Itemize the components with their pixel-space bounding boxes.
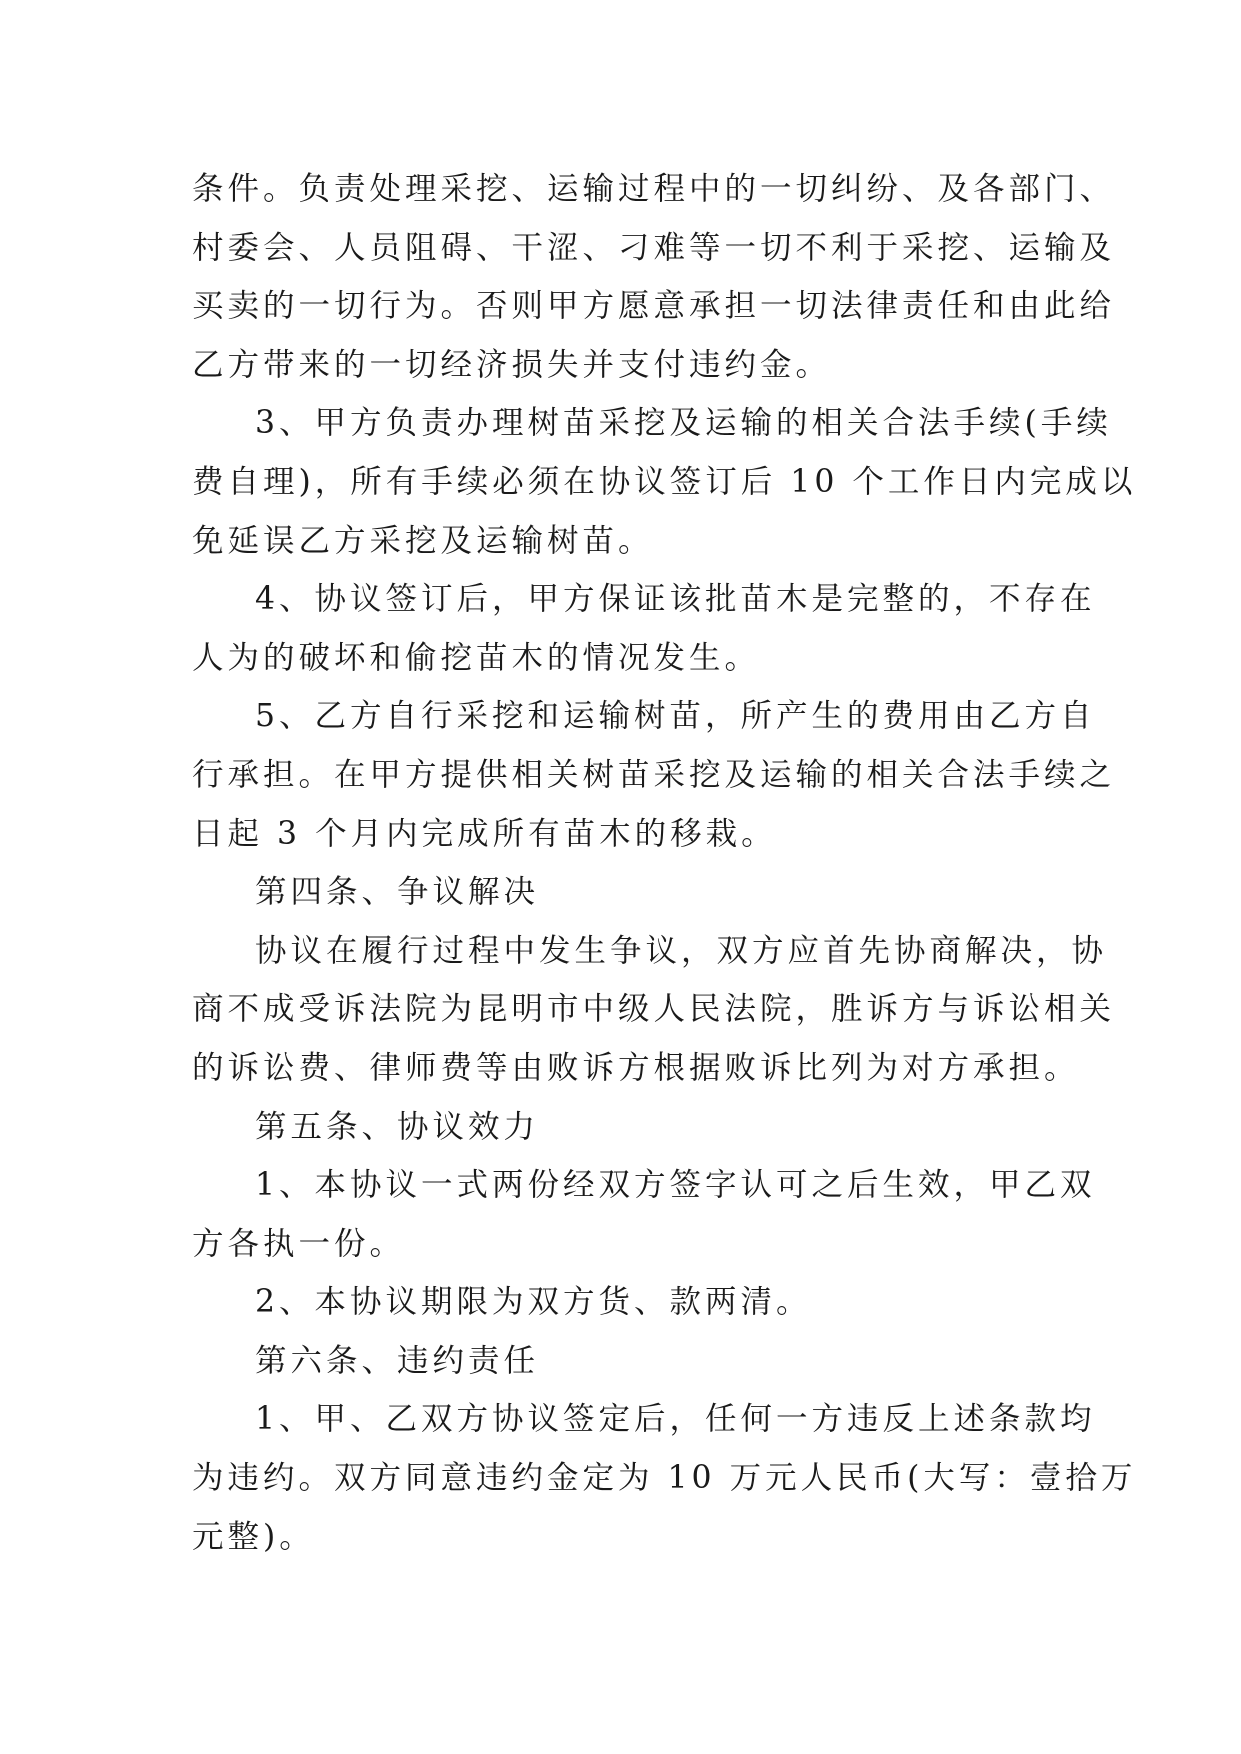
text-line: 条件。负责处理采挖、运输过程中的一切纠纷、及各部门、 — [192, 171, 1116, 207]
text-line: 费自理)，所有手续必须在协议签订后 10 个工作日内完成以 — [192, 463, 1137, 500]
text-line: 行承担。在甲方提供相关树苗采挖及运输的相关合法手续之 — [192, 756, 1116, 793]
article-5-heading — [192, 1098, 1082, 1157]
paragraph-clause-5 — [192, 687, 1116, 863]
text-line: 协议在履行过程中发生争议，双方应首先协商解决，协 — [255, 932, 1108, 969]
text-line: 为违约。双方同意违约金定为 10 万元人民币(大写：壹拾万 — [192, 1460, 1137, 1497]
paragraph-clause-3 — [192, 394, 1137, 570]
article-6-heading — [192, 1332, 1082, 1391]
text-line: 1、甲、乙双方协议签定后，任何一方违反上述条款均 — [255, 1401, 1096, 1438]
paragraph-conditions — [192, 160, 1116, 394]
paragraph-article-5-clause-2 — [192, 1273, 1082, 1332]
paragraph-article-5-clause-1 — [192, 1156, 1096, 1273]
document-body — [192, 160, 1137, 1566]
text-line: 的诉讼费、律师费等由败诉方根据败诉比列为对方承担。 — [192, 1049, 1080, 1086]
text-line: 免延误乙方采挖及运输树苗。 — [192, 522, 654, 559]
text-line: 乙方带来的一切经济损失并支付违约金。 — [192, 346, 832, 383]
text-line: 元整)。 — [192, 1518, 315, 1555]
paragraph-clause-4 — [192, 570, 1096, 687]
text-line: 日起 3 个月内完成所有苗木的移栽。 — [192, 815, 777, 852]
text-line: 2、本协议期限为双方货、款两清。 — [255, 1284, 812, 1321]
text-line: 3、甲方负责办理树苗采挖及运输的相关合法手续(手续 — [255, 405, 1112, 442]
text-line: 4、协议签订后，甲方保证该批苗木是完整的，不存在 — [255, 581, 1096, 618]
text-line: 村委会、人员阻碍、干涩、刁难等一切不利于采挖、运输及 — [192, 229, 1116, 266]
section-heading: 第五条、协议效力 — [255, 1108, 540, 1145]
text-line: 人为的破坏和偷挖苗木的情况发生。 — [192, 639, 761, 676]
article-4-heading — [192, 863, 1082, 922]
paragraph-article-4-body — [192, 922, 1116, 1098]
section-heading: 第四条、争议解决 — [255, 874, 540, 911]
text-line: 方各执一份。 — [192, 1225, 406, 1262]
paragraph-article-6-clause-1 — [192, 1390, 1137, 1566]
text-line: 1、本协议一式两份经双方签字认可之后生效，甲乙双 — [255, 1167, 1096, 1204]
text-line: 买卖的一切行为。否则甲方愿意承担一切法律责任和由此给 — [192, 288, 1116, 325]
text-line: 商不成受诉法院为昆明市中级人民法院，胜诉方与诉讼相关 — [192, 991, 1116, 1028]
text-line: 5、乙方自行采挖和运输树苗，所产生的费用由乙方自 — [255, 698, 1096, 735]
section-heading: 第六条、违约责任 — [255, 1342, 540, 1379]
